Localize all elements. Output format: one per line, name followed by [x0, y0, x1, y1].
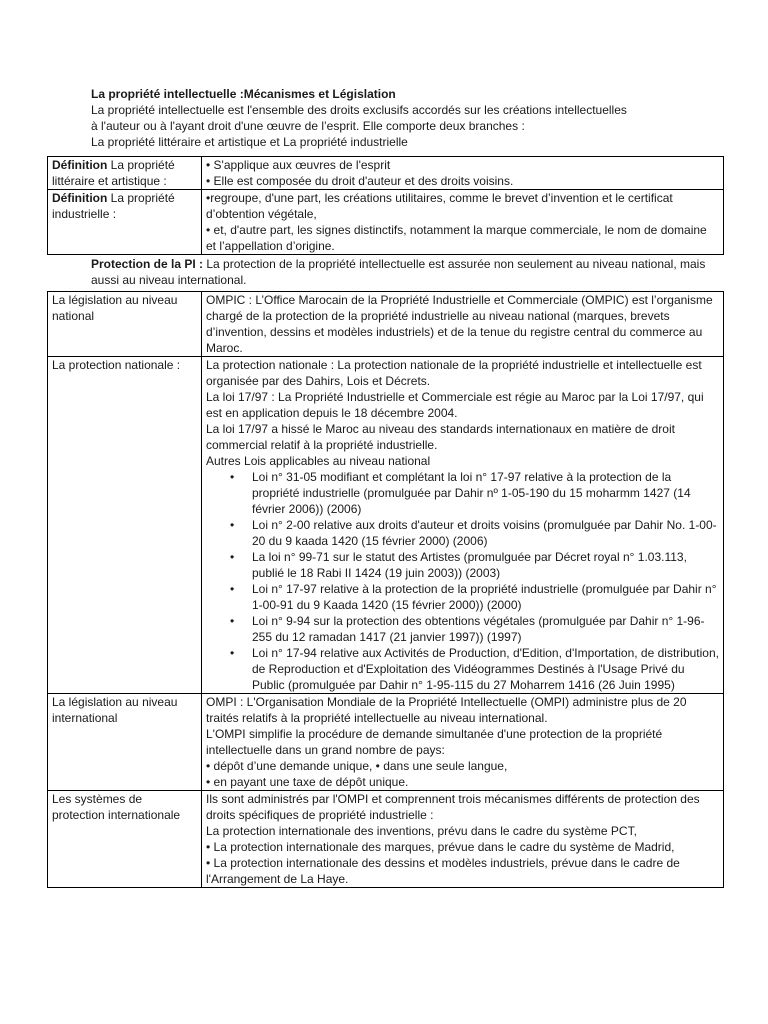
list-item: • Loi n° 2-00 relative aux droits d'auteur et droits voisins (promulguée par Dahir No. 1-00-20 du 9 kaada 1420 (15 février 2000) (2006) [252, 517, 720, 549]
definition-line: • et, d'autre part, les signes distinctifs, notamment la marque commerciale, le nom de domaine et l’appellation d’origine. [206, 223, 707, 253]
definition-line: •regroupe, d'une part, les créations utilitaires, comme le brevet d’invention et le certificat d’obtention végétale, [206, 191, 673, 221]
laws-list [206, 469, 720, 693]
definition-label-text: La propriété industrielle : [52, 191, 175, 221]
table-row [48, 357, 724, 694]
table-row [48, 190, 724, 255]
paragraph: • en payant une taxe de dépôt unique. [206, 775, 409, 789]
definition-bold: Définition [52, 158, 108, 172]
definition-content [202, 157, 724, 190]
definition-content [202, 190, 724, 255]
paragraph: • La protection internationale des marques, prévue dans le cadre du système de Madrid, [206, 840, 675, 854]
protection-paragraph [91, 256, 731, 288]
paragraph: L'OMPI simplifie la procédure de demande simultanée d'une protection de la propriété intellectuelle dans un grand nombre de pays: [206, 727, 663, 757]
list-item: • Loi n° 17-97 relative à la protection de la propriété industrielle (promulguée par Dahir n° 1-00-91 du 9 Kaada 1420 (15 février 2000)) (2000) [252, 581, 720, 613]
protection-label: Protection de la PI : [91, 257, 204, 271]
row-content [202, 357, 724, 694]
paragraph: La protection nationale : La protection nationale de la propriété industrielle et intellectuelle est organisée par des Dahirs, Lois et Décrets. [206, 358, 702, 388]
paragraph: La protection internationale des inventions, prévu dans le cadre du système PCT, [206, 824, 637, 838]
document-header [91, 86, 731, 150]
definition-line: • Elle est composée du droit d'auteur et des droits voisins. [206, 174, 514, 188]
definition-bold: Définition [52, 191, 108, 205]
protection-text: La protection de la propriété intellectuelle est assurée non seulement au niveau national, mais aussi au niveau international. [91, 257, 706, 287]
table-row [48, 694, 724, 791]
paragraph: • dépôt d’une demande unique, • dans une seule langue, [206, 759, 508, 773]
definition-label [48, 190, 202, 255]
table-row [48, 791, 724, 888]
table-row [48, 292, 724, 357]
definitions-table [47, 156, 724, 255]
intro-line-2: à l'auteur ou à l'ayant droit d'une œuvre de l’esprit. Elle comporte deux branches : [91, 119, 525, 133]
row-content [202, 694, 724, 791]
row-label: La législation au niveau national [48, 292, 202, 357]
definition-line: • S'applique aux œuvres de l'esprit [206, 158, 391, 172]
paragraph: La loi 17/97 : La Propriété Industrielle et Commerciale est régie au Maroc par la Loi 17/97, qui est en application depuis le 18 décembre 2004. [206, 390, 704, 420]
row-content: OMPIC : L’Office Marocain de la Propriété Industrielle et Commerciale (OMPIC) est l’organisme chargé de la protection de la propriété industrielle au niveau national (marques, brevets d’invention, dessins et modèles industriels) et de la tenue du registre central du commerce au Maroc. [202, 292, 724, 357]
legislation-table [47, 291, 724, 888]
intro-line-1: La propriété intellectuelle est l'ensemble des droits exclusifs accordés sur les créations intellectuelles [91, 103, 627, 117]
list-item: • Loi n° 31-05 modifiant et complétant la loi n° 17-97 relative à la protection de la propriété industrielle (promulguée par Dahir nº 1-05-190 du 15 moharmm 1427 (14 février 2006)) (2006) [252, 469, 720, 517]
definition-label [48, 157, 202, 190]
paragraph: OMPI : L'Organisation Mondiale de la Propriété Intellectuelle (OMPI) administre plus de 20 traités relatifs à la propriété intellectuelle au niveau international. [206, 695, 687, 725]
intro-line-3: La propriété littéraire et artistique et La propriété industrielle [91, 135, 408, 149]
list-item: • Loi n° 17-94 relative aux Activités de Production, d'Edition, d'Importation, de distribution, de Reproduction et d'Exploitation des Vidéogrammes Destinés à l'Usage Privé du Public (promulguée par Dahir n° 1-95-115 du 27 Moharrem 1416 (26 Juin 1995) [252, 645, 720, 693]
list-item: • La loi n° 99-71 sur le statut des Artistes (promulguée par Décret royal n° 1.03.113, publié le 18 Rabi II 1424 (19 juin 2003)) (2003) [252, 549, 720, 581]
row-label: Les systèmes de protection internationale [48, 791, 202, 888]
paragraph: Ils sont administrés par l'OMPI et comprennent trois mécanismes différents de protection des droits spécifiques de propriété industrielle : [206, 792, 700, 822]
row-label: La législation au niveau international [48, 694, 202, 791]
paragraph: • La protection internationale des dessins et modèles industriels, prévue dans le cadre de l'Arrangement de La Haye. [206, 856, 680, 886]
row-content [202, 791, 724, 888]
row-label: La protection nationale : [48, 357, 202, 694]
paragraph: La loi 17/97 a hissé le Maroc au niveau des standards internationaux en matière de droit commercial relatif à la propriété industrielle. [206, 422, 675, 452]
definition-label-text: La propriété littéraire et artistique : [52, 158, 175, 188]
document-title: La propriété intellectuelle :Mécanismes et Législation [91, 87, 396, 101]
list-item: • Loi n° 9-94 sur la protection des obtentions végétales (promulguée par Dahir n° 1-96-255 du 12 ramadan 1417 (21 janvier 1997)) (1997) [252, 613, 720, 645]
table-row [48, 157, 724, 190]
paragraph: Autres Lois applicables au niveau national [206, 454, 431, 468]
